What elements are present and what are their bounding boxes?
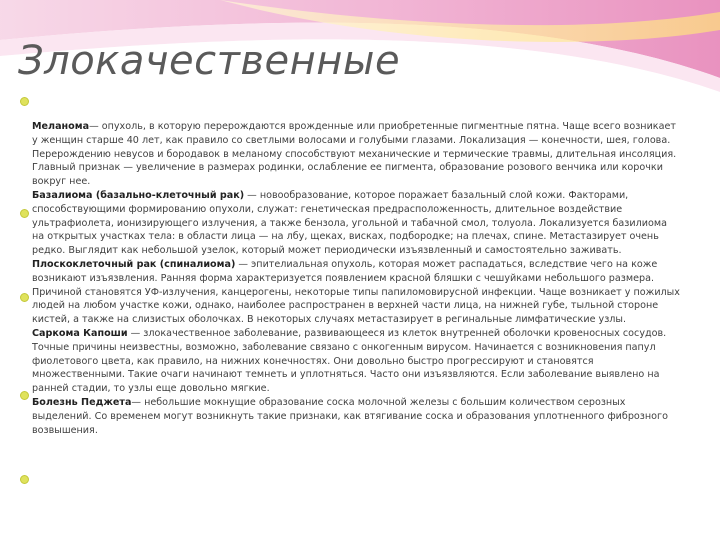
text-spinalioma: — эпителиальная опухоль, которая может распадаться, вследствие чего на коже возникают изъязвления. Ранняя форма характеризуется появлением красной бляшки с чешуйками небольшого размера. Причиной становятся УФ-излучения, канцерогены, некоторые типы папиломовирусной инфекции. Чаще возникает у пожилых людей на любом участке кожи, однако, наиболее распространен в верхней части лица, на нижней губе, тыльной стороне кистей, а также на слизистых оболочках. В некоторых случаях метастазирует в регинальные лимфатические узлы. (32, 258, 680, 326)
bullet-dot-1 (20, 209, 29, 218)
term-basalioma: Базалиома (базально-клеточный рак) (32, 189, 245, 201)
text-kaposi: — злокачественное заболевание, развивающееся из клеток внутренней оболочки кровеносных сосудов. Точные причины неизвестны, возможно, заболевание связано с онкогенным вирусом. Начинается с возникновения папул фиолетового цвета, как правило, на нижних конечностях. Они довольно быстро прогрессируют и становятся множественными. Такие очаги начинают темнеть и уплотняться. Часто они изъязвляются. Если заболевание выявлено на ранней стадии, то узлы еще довольно мягкие. (32, 327, 667, 395)
slide-title: Злокачественные (18, 38, 401, 84)
list-item-spinalioma (32, 258, 682, 327)
slide-body (32, 120, 682, 437)
list-item-paget (32, 396, 682, 437)
list-item-kaposi (32, 327, 682, 396)
bullet-dot-3 (20, 391, 29, 400)
text-paget: — небольшие мокнущие образование соска молочной железы с большим количеством серозных выделений. Со временем могут возникнуть такие признаки, как втягивание соска и образования уплотненного фиброзного возвышения. (32, 396, 668, 436)
bullet-dot-4 (20, 475, 29, 484)
term-kaposi: Саркома Капоши (32, 327, 128, 339)
list-item-melanoma (32, 120, 682, 189)
term-paget: Болезнь Педжета (32, 396, 132, 408)
text-basalioma: — новообразование, которое поражает базальный слой кожи. Факторами, способствующими формированию опухоли, служат: генетическая предрасположенность, длительное воздействие ультрафиолета, ионизирующего излучения, а также бензола, угольной и табачной смол, толуола. Локализуется базилиома на открытых участках тела: в области лица — на лбу, щеках, висках, подбородке; на плечах, спине. Метастазирует очень редко. Выглядит как небольшой узелок, который может периодически изъязвленный и самостоятельно заживать. (32, 189, 667, 257)
bullet-dot-empty (20, 97, 29, 106)
text-melanoma: — опухоль, в которую перерождаются врожденные или приобретенные пигментные пятна. Чаще всего возникает у женщин старше 40 лет, как правило со светлыми волосами и голубыми глазами. Локализация — конечности, шея, голова. Перерождению невусов и бородавок в меланому способствуют механические и термические травмы, длительная инсоляция. Главный признак — увеличение в размерах родинки, ослабление ее пигмента, образование розового венчика или корочки вокруг нее. (32, 121, 677, 188)
bullet-dot-2 (20, 293, 29, 302)
term-spinalioma: Плоскоклеточный рак (спиналиома) (32, 258, 236, 270)
term-melanoma: Меланома (32, 121, 90, 132)
list-item-basalioma (32, 189, 682, 258)
